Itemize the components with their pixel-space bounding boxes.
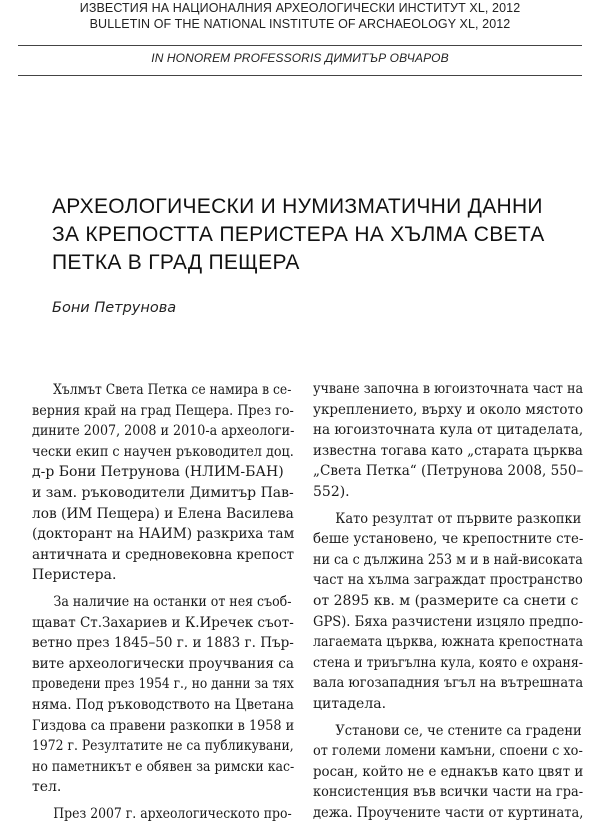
- text-line: ветно през 1845–50 г. и 1883 г. Пър-: [32, 635, 294, 652]
- title-line: ПЕТКА В ГРАД ПЕЩЕРА: [52, 251, 300, 274]
- title-line: АРХЕОЛОГИЧЕСКИ И НУМИЗМАТИЧНИ ДАННИ: [52, 195, 543, 218]
- text-line: няма. Под ръководството на Цветана: [32, 696, 294, 713]
- text-line: Като резултат от първите разкопки: [335, 510, 582, 527]
- dedication: IN HONOREM PROFESSORIS ДИМИТЪР ОВЧАРОВ: [151, 51, 449, 65]
- text-line: беше установено, че крепостните сте-: [313, 531, 584, 548]
- text-line: от 2895 кв. м (размерите са снети с: [313, 592, 579, 609]
- text-line: ни са с дължина 253 м и в най-високата: [313, 551, 583, 568]
- text-line: Гиздова са правени разкопки в 1958 и: [32, 717, 295, 734]
- text-line: дежа. Проучените части от куртината,: [313, 804, 584, 821]
- text-line: част на хълма заграждат пространство: [313, 572, 583, 589]
- text-line: известна тогава като „старата църква: [313, 442, 583, 459]
- text-line: GPS). Бяха разчистени изцяло предпо-: [313, 613, 584, 630]
- text-line: и зам. ръководители Димитър Пав-: [32, 484, 294, 501]
- author-name: Бони Петрунова: [52, 300, 177, 316]
- body-column-right: [313, 379, 583, 823]
- text-line: 1972 г. Резултатите не са публикувани,: [32, 738, 294, 755]
- text-line: античната и средновековна крепост: [32, 546, 295, 563]
- text-line: д-р Бони Петрунова (НЛИМ-БАН): [32, 464, 284, 481]
- body-column-left: [32, 380, 294, 824]
- text-line: вала югозападния ъгъл на вътрешната: [313, 675, 584, 692]
- text-line: от големи ломени камъни, споени с хо-: [313, 743, 583, 760]
- text-line: чески екип с научен ръководител доц.: [32, 443, 294, 460]
- text-line: росан, който не е еднакъв като цвят и: [313, 763, 584, 780]
- text-line: цитадела.: [313, 695, 387, 712]
- text-line: (докторант на НАИМ) разкриха там: [32, 526, 295, 543]
- header-rule-bottom: [18, 75, 582, 76]
- text-line: учване започна в югоизточната част на: [313, 381, 584, 397]
- text-line: За наличие на останки от нея съоб-: [53, 593, 292, 610]
- text-line: верния край на град Пещера. През го-: [32, 402, 294, 419]
- journal-title-en: BULLETIN OF THE NATIONAL INSTITUTE OF ARCHAEOLOGY XL, 2012: [89, 17, 511, 31]
- text-line: стена и триъгълна кула, която е охраня-: [313, 654, 584, 671]
- text-line: Установи се, че стените са градени: [335, 722, 582, 739]
- text-line: Хълмът Света Петка се намира в се-: [53, 382, 292, 398]
- text-line: лов (ИМ Пещера) и Елена Василева: [32, 505, 294, 522]
- text-line: вите археологически проучвания са: [32, 655, 294, 672]
- text-line: лагаемата църква, южната крепостната: [313, 634, 584, 651]
- text-line: 552).: [313, 483, 350, 500]
- text-line: „Света Петка“ (Петрунова 2008, 550–: [313, 463, 584, 480]
- text-line: консистенция във всички части на гра-: [313, 784, 584, 801]
- article-title: [52, 193, 592, 277]
- text-line: тел.: [32, 779, 62, 796]
- text-line: През 2007 г. археологическото про-: [53, 805, 292, 822]
- text-line: на югоизточната кула от цитаделата,: [313, 422, 584, 439]
- text-line: укреплението, върху и около мястото: [313, 401, 584, 418]
- text-line: дините 2007, 2008 и 2010-а археологи-: [32, 423, 295, 440]
- text-line: но паметникът е обявен за римски кас-: [32, 758, 295, 775]
- journal-title-bg: ИЗВЕСТИЯ НА НАЦИОНАЛНИЯ АРХЕОЛОГИЧЕСКИ ИНСТИТУТ XL, 2012: [79, 1, 521, 15]
- text-line: проведени през 1954 г., но данни за тях: [32, 676, 294, 693]
- text-line: щават Ст.Захариев и К.Иречек съот-: [32, 614, 294, 631]
- journal-header: [0, 0, 600, 66]
- title-line: ЗА КРЕПОСТТА ПЕРИСТЕРА НА ХЪЛМА СВЕТА: [52, 223, 545, 246]
- text-line: Перистера.: [32, 567, 117, 584]
- header-rule-top: [18, 45, 582, 46]
